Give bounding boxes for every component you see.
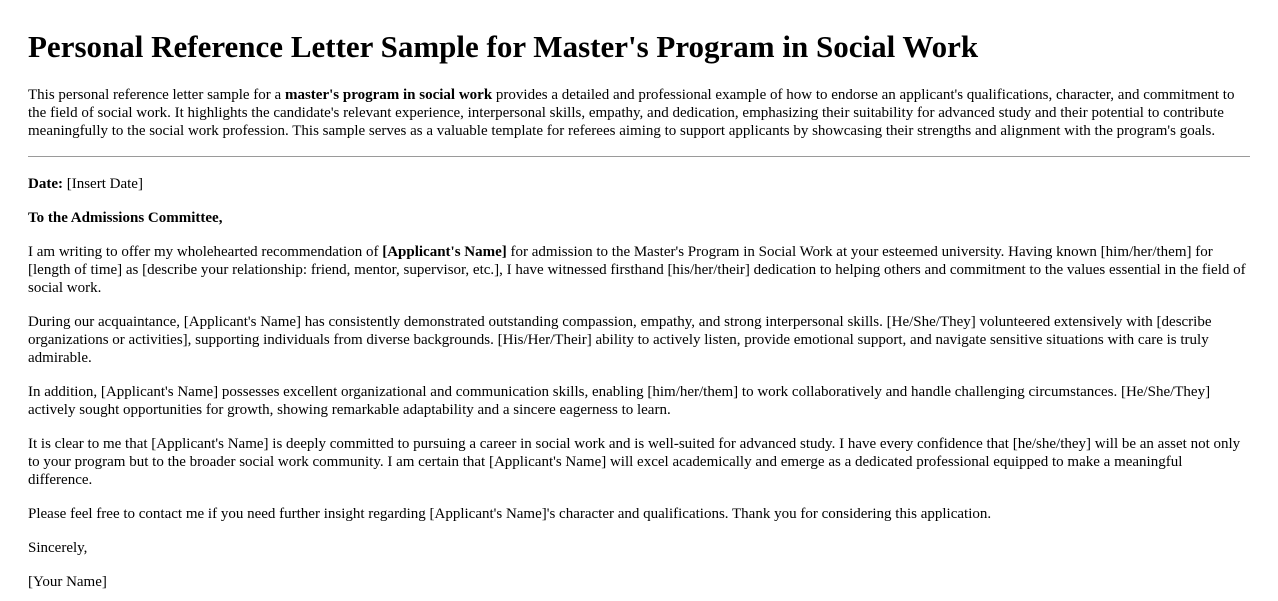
letter-paragraph-5: Please feel free to contact me if you need further insight regarding [Applicant's Name]'s character and qualifications. Thank you for considering this application. [28,506,992,522]
letter-closing: Sincerely, [28,540,88,556]
p1-text-post: for admission to the Master's Program in Social Work at your esteemed university. Having known [him/her/them] for [length of time] as [describe your relationship: friend, mentor, supervisor, etc.], I have witnessed firsthand [his/her/their] dedication to helping others and commitment to the values essential in the field of social work. [28,244,1246,296]
applicant-name-bold: [Applicant's Name] [382,244,507,260]
date-label: Date: [28,176,63,192]
letter-paragraph-4: It is clear to me that [Applicant's Name] is deeply committed to pursuing a career in social work and is well-suited for advanced study. I have every confidence that [he/she/they] will be an asset not only to your program but to the broader social work community. I am certain that [Applicant's Name] will excel academically and emerge as a dedicated professional equipped to make a meaningful difference. [28,436,1241,488]
intro-text-bold: master's program in social work [284,87,493,103]
salutation-text: To the Admissions Committee, [28,210,223,226]
date-value: [Insert Date] [62,176,143,192]
letter-date [28,175,1250,193]
letter-paragraph-2: During our acquaintance, [Applicant's Name] has consistently demonstrated outstanding compassion, empathy, and strong interpersonal skills. [He/She/They] volunteered extensively with [describe organizations or activities], supporting individuals from diverse backgrounds. [His/Her/Their] ability to actively listen, provide emotional support, and navigate sensitive situations with care is truly admirable. [28,314,1212,366]
page-title: Personal Reference Letter Sample for Master's Program in Social Work [28,29,979,64]
letter-signature: [Your Name] [28,574,107,590]
intro-paragraph [28,86,1250,140]
letter-salutation [28,209,1250,227]
letter-paragraph-1 [28,243,1250,297]
intro-text-post: provides a detailed and professional example of how to endorse an applicant's qualifications, character, and commitment to the field of social work. It highlights the candidate's relevant experience, interpersonal skills, empathy, and dedication, emphasizing their suitability for advanced study and their potential to contribute meaningfully to the social work profession. This sample serves as a valuable template for referees aiming to support applicants by showcasing their strengths and alignment with the program's goals. [28,87,1235,139]
intro-text-pre: This personal reference letter sample for a [28,87,285,103]
letter-paragraph-3: In addition, [Applicant's Name] possesses excellent organizational and communication skills, enabling [him/her/them] to work collaboratively and handle challenging circumstances. [He/She/They] actively sought opportunities for growth, showing remarkable adaptability and a sincere eagerness to learn. [28,384,1211,418]
section-divider [28,156,1250,157]
p1-text-pre: I am writing to offer my wholehearted recommendation of [28,244,383,260]
